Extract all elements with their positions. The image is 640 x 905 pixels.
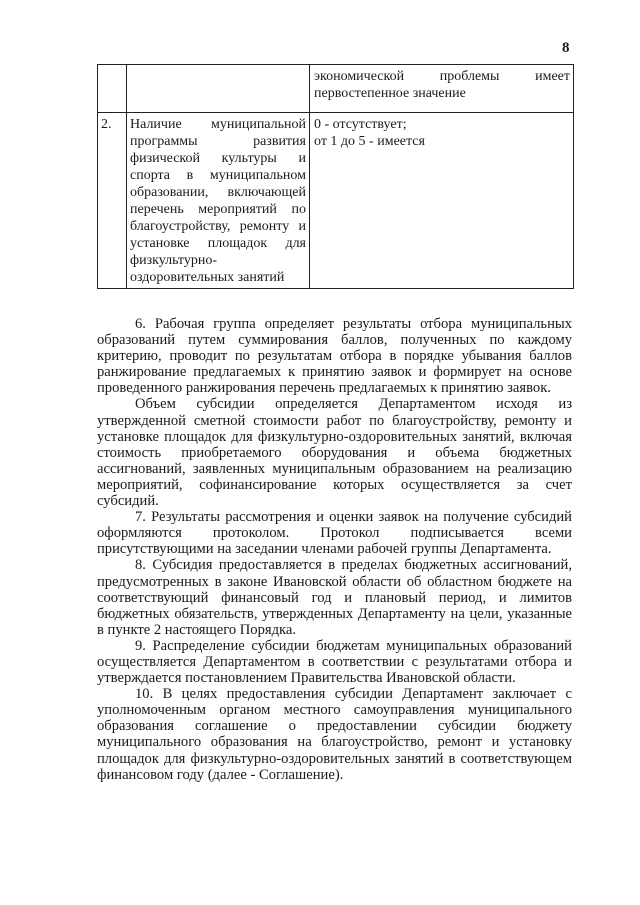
- score-option: от 1 до 5 - имеется: [314, 134, 425, 149]
- paragraph: 7. Результаты рассмотрения и оценки заявок на получение субсидий оформляются протоколом. Протокол подписывается всеми присутствующими на заседании членами рабочей группы Департамента.: [97, 509, 572, 558]
- table-cell-number: 2.: [98, 113, 127, 289]
- criteria-table: [97, 64, 574, 289]
- table-cell-criterion: [127, 65, 310, 113]
- table-cell-score: экономической проблемы имеет первостепенное значение: [310, 65, 574, 113]
- table-cell-score: [310, 113, 574, 289]
- score-option: 0 - отсутствует;: [314, 117, 407, 132]
- page-number: 8: [562, 40, 570, 56]
- table-cell-criterion: Наличие муниципальной программы развития физической культуры и спорта в муниципальном образовании, включающей перечень мероприятий по благоустройству, ремонту и установке площадок для физкультурно-оздоровительных занятий: [127, 113, 310, 289]
- paragraph: 8. Субсидия предоставляется в пределах бюджетных ассигнований, предусмотренных в законе Ивановской области об областном бюджете на соответствующий финансовый год и плановый период, и лимитов бюджетных обязательств, утвержденных Департаменту на цели, указанные в пункте 2 настоящего Порядка.: [97, 557, 572, 638]
- paragraph: 10. В целях предоставления субсидии Департамент заключает с уполномоченным органом местного самоуправления муниципального образования соглашение о предоставлении субсидии бюджету муниципального образования на благоустройство, ремонт и установку площадок для физкультурно-оздоровительных занятий в соответствующем финансовом году (далее - Соглашение).: [97, 686, 572, 783]
- table-row: [98, 113, 574, 289]
- paragraph: 6. Рабочая группа определяет результаты отбора муниципальных образований путем суммирования баллов, полученных по каждому критерию, проводит по результатам отбора в порядке убывания баллов ранжирование предлагаемых к принятию заявок и формирует на основе проведенного ранжирования перечень предлагаемых к принятию заявок.: [97, 316, 572, 397]
- table-cell-number: [98, 65, 127, 113]
- paragraph: 9. Распределение субсидии бюджетам муниципальных образований осуществляется Департаментом в соответствии с результатами отбора и утверждается постановлением Правительства Ивановской области.: [97, 637, 572, 687]
- paragraph: Объем субсидии определяется Департаментом исходя из утвержденной сметной стоимости работ по благоустройству, ремонту и установке площадок для физкультурно-оздоровительных занятий, включая стоимость приобретаемого оборудования и объема бюджетных ассигнований, заявленных муниципальным образованием на реализацию мероприятий, софинансирование которых осуществляется за счет субсидий.: [97, 396, 572, 510]
- document-body: [97, 316, 572, 783]
- table-row: [98, 65, 574, 113]
